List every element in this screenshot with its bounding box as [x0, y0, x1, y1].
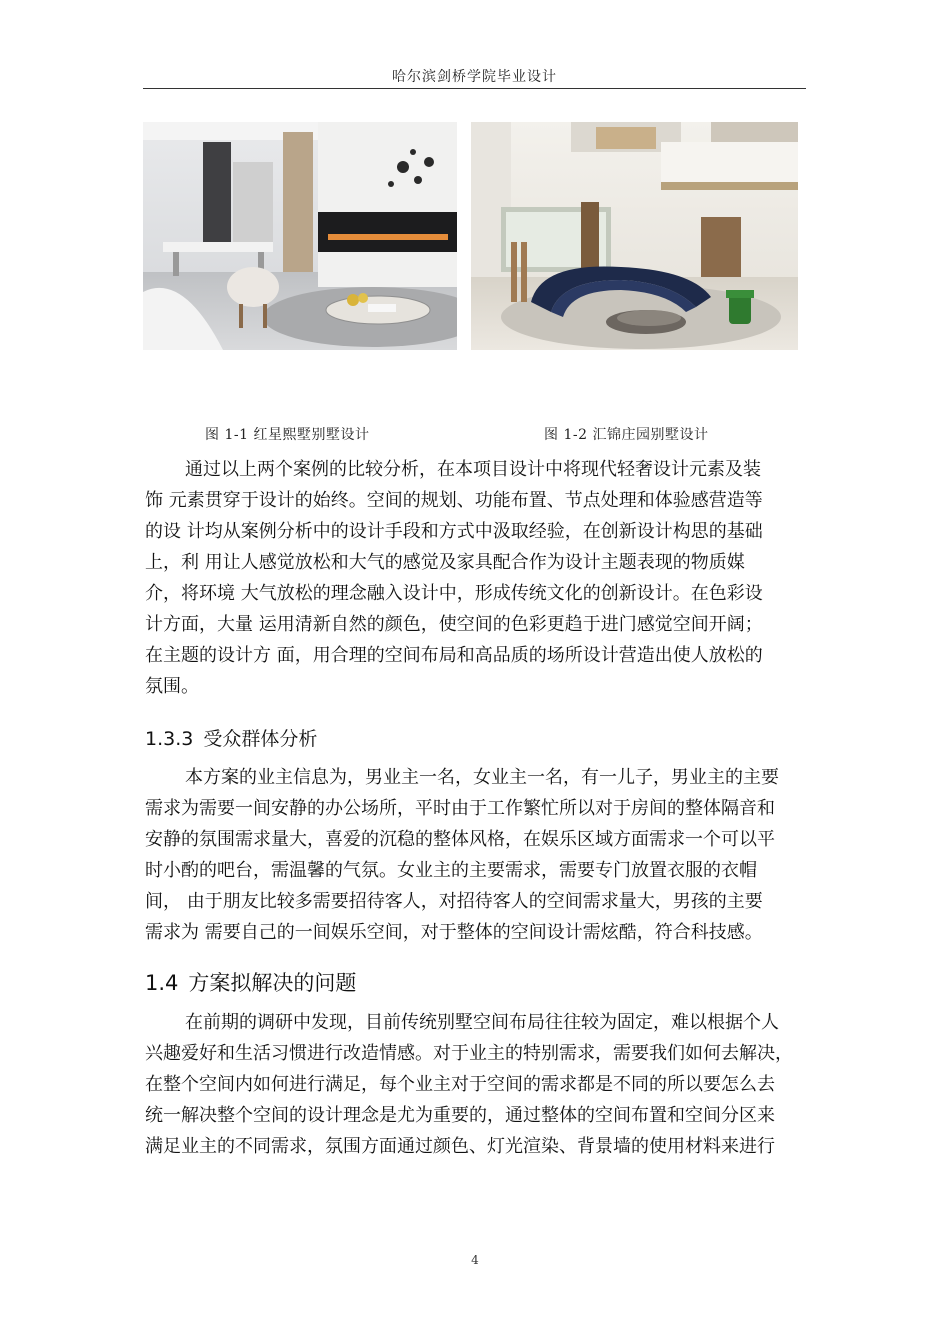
paragraph-line: 饰 元素贯穿于设计的始终。空间的规划、功能布置、节点处理和体验感营造等: [145, 490, 763, 511]
paragraph-line: 需求为 需要自己的一间娱乐空间，对于整体的空间设计需炫酷，符合科技感。: [145, 922, 763, 943]
paragraph-line: 需求为需要一间安静的办公场所，平时由于工作繁忙所以对于房间的整体隔音和: [145, 798, 775, 819]
header-divider: [143, 88, 806, 89]
section-number: 1.3.3: [145, 728, 194, 750]
section-title: 方案拟解决的问题: [188, 971, 357, 995]
curved-sofa-living-room-illustration: [471, 122, 798, 350]
figure-caption-1: 图 1-1 红星熙墅别墅设计: [205, 427, 370, 443]
living-room-illustration: [143, 122, 457, 350]
paragraph-line: 时小酌的吧台，需温馨的气氛。女业主的主要需求，需要专门放置衣服的衣帽: [145, 860, 757, 881]
running-header: 哈尔滨剑桥学院毕业设计: [392, 69, 557, 85]
paragraph-line: 氛围。: [145, 676, 199, 697]
paragraph-line: 通过以上两个案例的比较分析，在本项目设计中将现代轻奢设计元素及装: [185, 459, 761, 480]
page-number: 4: [471, 1253, 479, 1267]
villa-photo-2: [471, 122, 798, 350]
paragraph-audience-analysis: [145, 762, 813, 948]
paragraph-line: 间， 由于朋友比较多需要招待客人，对招待客人的空间需求量大，男孩的主要: [145, 891, 763, 912]
villa-photo-1: [143, 122, 457, 350]
paragraph-line: 介，将环境 大气放松的理念融入设计中，形成传统文化的创新设计。在色彩设: [145, 583, 763, 604]
paragraph-case-analysis: [145, 454, 813, 702]
paragraph-line: 安静的氛围需求量大，喜爱的沉稳的整体风格，在娱乐区域方面需求一个可以平: [145, 829, 775, 850]
paragraph-line: 在前期的调研中发现，目前传统别墅空间布局往往较为固定，难以根据个人: [185, 1012, 779, 1033]
section-heading-1-4: [145, 967, 356, 999]
paragraph-line: 计方面，大量 运用清新自然的颜色，使空间的色彩更趋于进门感觉空间开阔；: [145, 614, 763, 635]
paragraph-line: 在主题的设计方 面，用合理的空间布局和高品质的场所设计营造出使人放松的: [145, 645, 763, 666]
paragraph-line: 兴趣爱好和生活习惯进行改造情感。对于业主的特别需求，需要我们如何去解决，: [145, 1043, 793, 1064]
section-heading-1-3-3: [145, 724, 317, 754]
paragraph-line: 上，利 用让人感觉放松和大气的感觉及家具配合作为设计主题表现的物质媒: [145, 552, 745, 573]
paragraph-line: 满足业主的不同需求，氛围方面通过颜色、灯光渲染、背景墙的使用材料来进行: [145, 1136, 775, 1157]
section-number: 1.4: [145, 971, 179, 995]
paragraph-line: 在整个空间内如何进行满足，每个业主对于空间的需求都是不同的所以要怎么去: [145, 1074, 775, 1095]
paragraph-line: 本方案的业主信息为，男业主一名，女业主一名，有一儿子，男业主的主要: [185, 767, 779, 788]
paragraph-problems-to-solve: [145, 1007, 813, 1162]
figure-caption-2: 图 1-2 汇锦庄园别墅设计: [544, 427, 709, 443]
section-title: 受众群体分析: [203, 728, 318, 750]
paragraph-line: 统一解决整个空间的设计理念是尤为重要的，通过整体的空间布置和空间分区来: [145, 1105, 775, 1126]
paragraph-line: 的设 计均从案例分析中的设计手段和方式中汲取经验，在创新设计构思的基础: [145, 521, 763, 542]
